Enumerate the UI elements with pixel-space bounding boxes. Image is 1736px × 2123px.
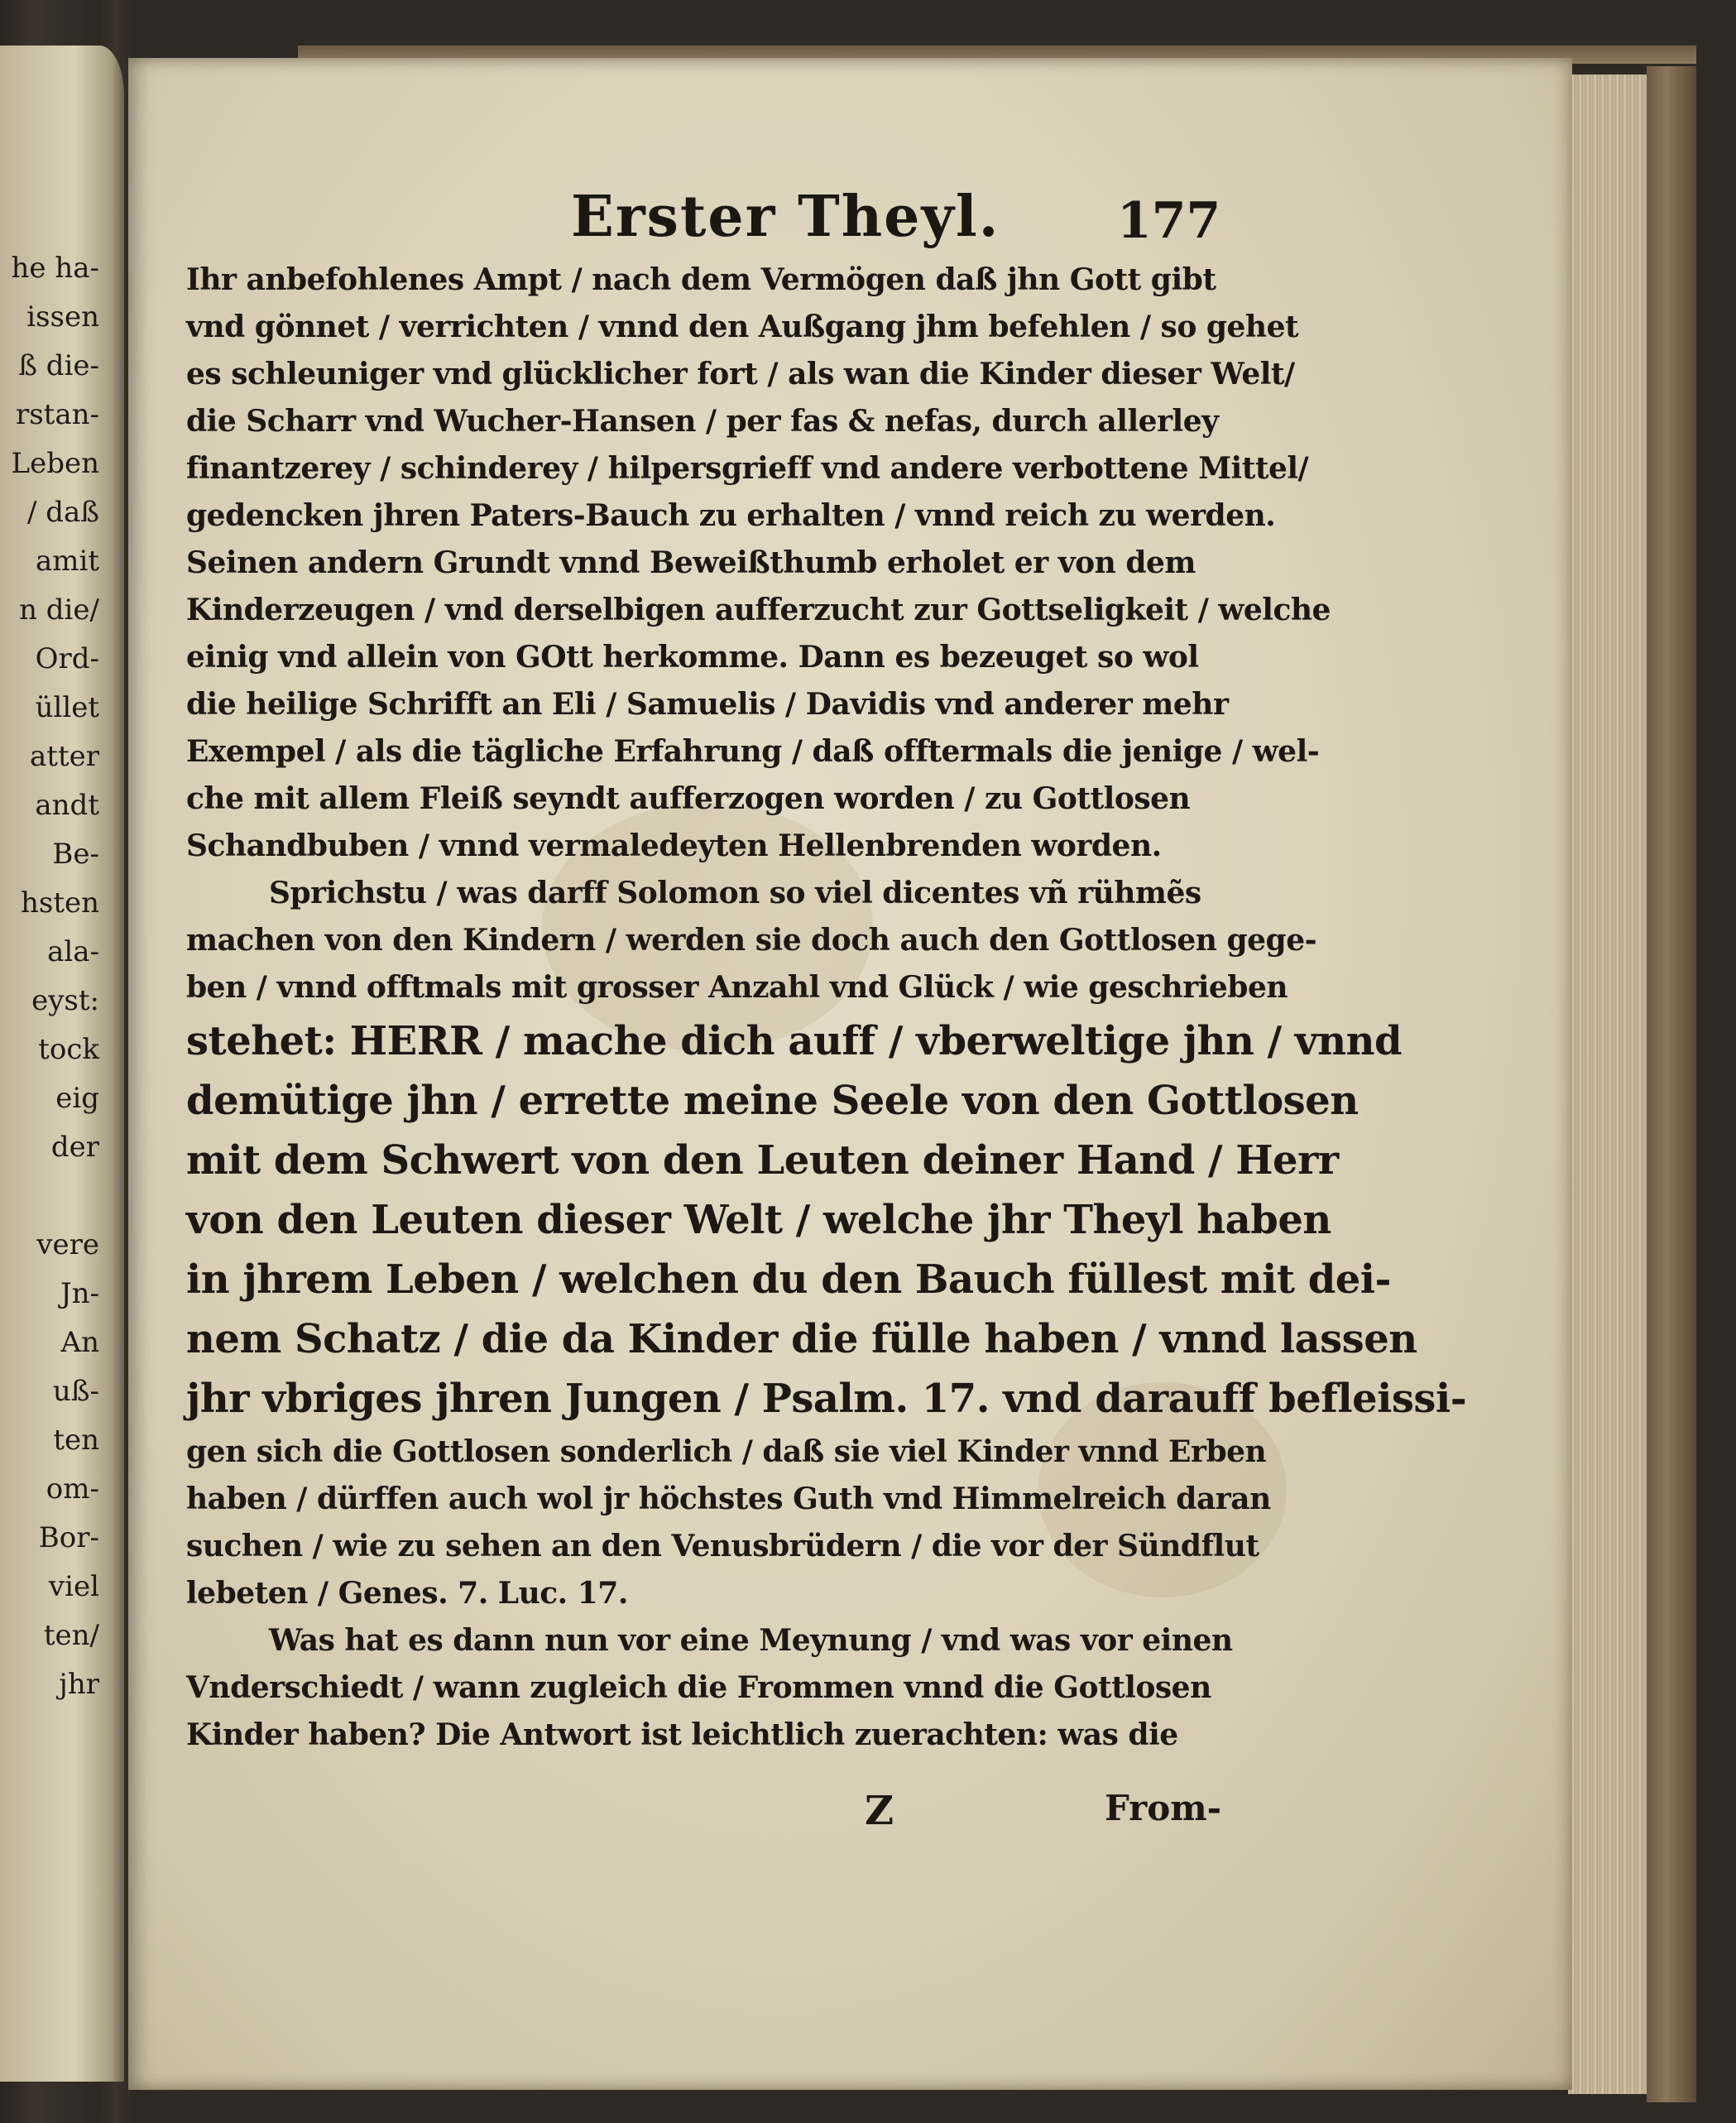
text-line: die Scharr vnd Wucher-Hansen / per fas & nefas, durch allerley xyxy=(186,404,1219,439)
left-fragment-line: der xyxy=(50,1131,99,1164)
text-line: haben / dürffen auch wol jr höchstes Guth vnd Himmelreich daran xyxy=(186,1482,1271,1516)
text-line: Kinder haben? Die Antwort ist leichtlich zuerachten: was die xyxy=(186,1717,1178,1752)
left-fragment-line: eig xyxy=(55,1082,99,1115)
text-line: Vnderschiedt / wann zugleich die Frommen vnnd die Gottlosen xyxy=(186,1670,1211,1705)
book-cover-right-edge xyxy=(1647,66,1696,2102)
left-fragment-line: uß- xyxy=(52,1375,99,1408)
text-line-large: jhr vbriges jhren Jungen / Psalm. 17. vnd darauff befleissi- xyxy=(186,1376,1467,1422)
text-line: die heilige Schrifft an Eli / Samuelis / Davidis vnd anderer mehr xyxy=(186,687,1229,722)
text-line-large: demütige jhn / errette meine Seele von den Gottlosen xyxy=(186,1078,1359,1124)
left-fragment-line: jhr xyxy=(59,1668,99,1701)
signature-mark: Z xyxy=(865,1788,894,1834)
left-facing-page xyxy=(0,46,124,2082)
page-header xyxy=(571,184,1233,250)
text-line-large: von den Leuten dieser Welt / welche jhr Theyl haben xyxy=(186,1197,1331,1243)
text-line-large: in jhrem Leben / welchen du den Bauch füllest mit dei- xyxy=(186,1256,1391,1303)
left-fragment-line: ala- xyxy=(47,935,99,968)
text-line-large: nem Schatz / die da Kinder die fülle haben / vnnd lassen xyxy=(186,1316,1417,1362)
page-block-edge xyxy=(1568,74,1647,2094)
text-line: Schandbuben / vnnd vermaledeyten Hellenbrenden worden. xyxy=(186,829,1162,863)
left-fragment-line: issen xyxy=(26,300,99,334)
text-line-large: stehet: HERR / mache dich auff / vberweltige jhn / vnnd xyxy=(186,1018,1403,1064)
left-fragment-line: Ord- xyxy=(35,642,99,675)
running-head: Erster Theyl. xyxy=(571,184,1000,250)
left-fragment-line: viel xyxy=(48,1570,99,1603)
text-line: Seinen andern Grundt vnnd Beweißthumb erholet er von dem xyxy=(186,545,1196,580)
left-fragment-line: vere xyxy=(36,1228,99,1261)
text-line: Ihr anbefohlenes Ampt / nach dem Vermögen daß jhn Gott gibt xyxy=(186,262,1216,297)
text-line: es schleuniger vnd glücklicher fort / als wan die Kinder dieser Welt/ xyxy=(186,357,1295,391)
text-line: suchen / wie zu sehen an den Venusbrüdern / die vor der Sündflut xyxy=(186,1529,1259,1563)
text-line: vnd gönnet / verrichten / vnnd den Außgang jhm befehlen / so gehet xyxy=(186,310,1299,344)
left-fragment-line: tock xyxy=(38,1033,99,1066)
left-fragment-line: amit xyxy=(35,545,99,578)
left-fragment-line: Leben xyxy=(11,447,99,480)
text-line: Sprichstu / was darff Solomon so viel dicentes vñ rühmẽs xyxy=(269,876,1201,910)
text-line: einig vnd allein von GOtt herkomme. Dann es bezeuget so wol xyxy=(186,640,1199,675)
left-fragment-line: om- xyxy=(46,1472,99,1506)
text-line: che mit allem Fleiß seyndt aufferzogen worden / zu Gottlosen xyxy=(186,781,1191,816)
left-fragment-line: eyst: xyxy=(31,984,99,1017)
catchword: From- xyxy=(1105,1788,1222,1828)
text-line: finantzerey / schinderey / hilpersgrieff vnd andere verbottene Mittel/ xyxy=(186,451,1309,486)
left-fragment-line: andt xyxy=(35,789,99,822)
left-fragment-line: Jn- xyxy=(60,1277,99,1310)
left-fragment-line: rstan- xyxy=(15,398,99,431)
page-footer xyxy=(186,1788,1262,1837)
left-fragment-line: üllet xyxy=(35,691,99,724)
left-fragment-line: Be- xyxy=(52,838,99,871)
text-line: Exempel / als die tägliche Erfahrung / daß offtermals die jenige / wel- xyxy=(186,734,1320,769)
left-fragment-line: atter xyxy=(30,740,99,773)
text-line: machen von den Kindern / werden sie doch auch den Gottlosen gege- xyxy=(186,923,1317,958)
text-line: lebeten / Genes. 7. Luc. 17. xyxy=(186,1576,628,1611)
text-line: Kinderzeugen / vnd derselbigen aufferzucht zur Gottseligkeit / welche xyxy=(186,593,1331,627)
left-fragment-line xyxy=(0,1172,99,1221)
left-fragment-line: An xyxy=(60,1326,99,1359)
text-line: gen sich die Gottlosen sonderlich / daß sie viel Kinder vnnd Erben xyxy=(186,1434,1267,1469)
text-line-large: mit dem Schwert von den Leuten deiner Hand / Herr xyxy=(186,1137,1339,1184)
text-line: ben / vnnd offtmals mit grosser Anzahl vnd Glück / wie geschrieben xyxy=(186,970,1288,1005)
left-fragment-line: he ha- xyxy=(11,252,99,285)
body-text xyxy=(186,257,1467,1759)
left-fragment-line: n die/ xyxy=(19,593,99,627)
left-fragment-line: ß die- xyxy=(18,349,99,382)
text-line: gedencken jhren Paters-Bauch zu erhalten / vnnd reich zu werden. xyxy=(186,498,1276,533)
left-fragment-line: ten xyxy=(53,1424,99,1457)
left-fragment-line: / daß xyxy=(26,496,99,529)
left-fragment-line: ten/ xyxy=(43,1619,99,1652)
left-fragment-line: Bor- xyxy=(38,1521,99,1554)
left-fragment-line: hsten xyxy=(20,886,99,920)
left-page-text-fragments xyxy=(0,244,99,1709)
text-line: Was hat es dann nun vor eine Meynung / vnd was vor einen xyxy=(269,1623,1233,1658)
page-number: 177 xyxy=(1117,192,1221,250)
